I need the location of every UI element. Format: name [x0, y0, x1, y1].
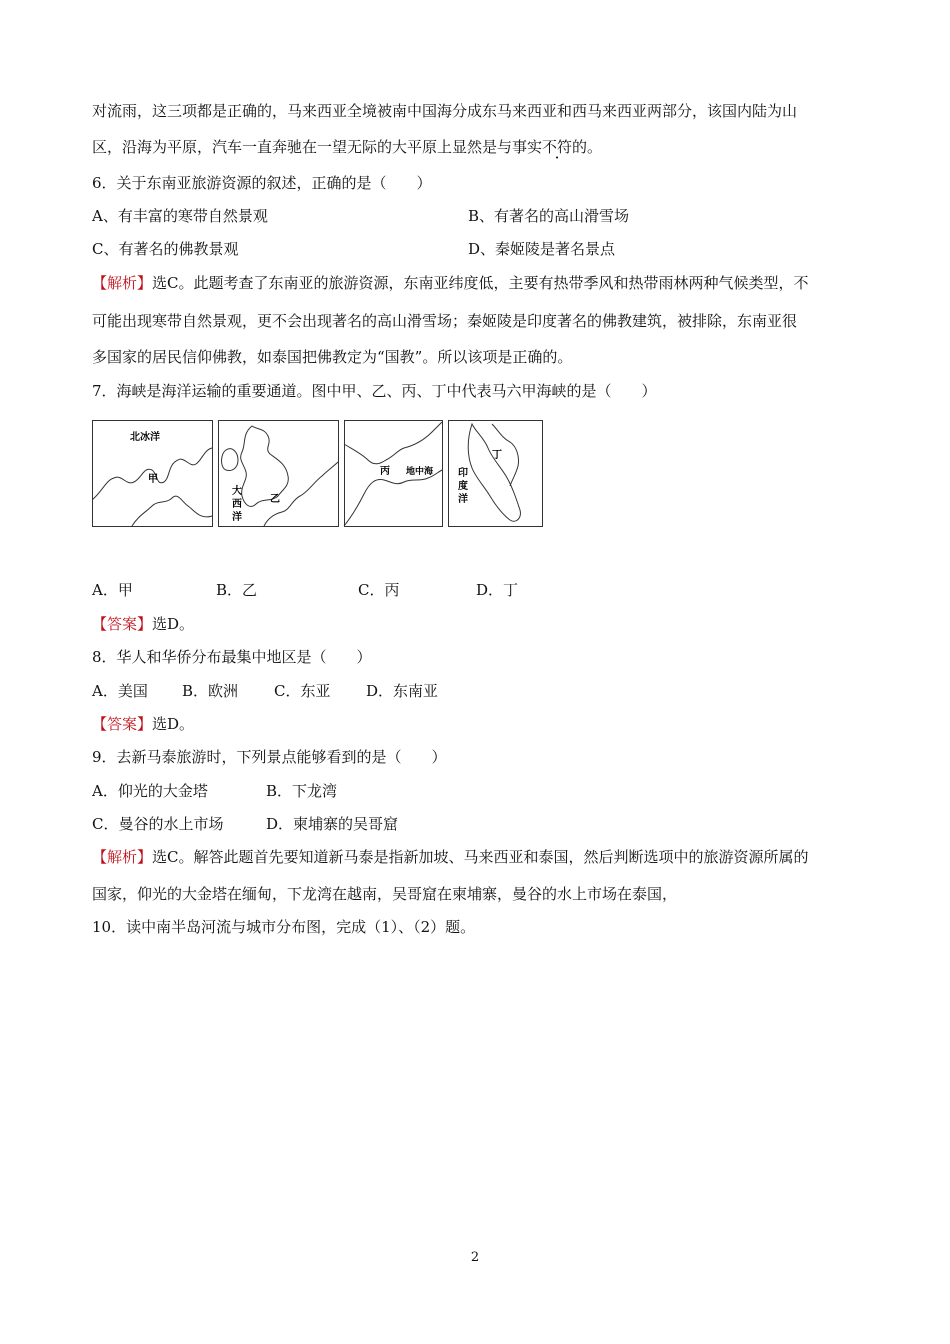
q7-option-d: D．丁 — [476, 581, 519, 599]
analysis-tag: 【解析】 — [92, 274, 153, 292]
q8-option-d: D．东南亚 — [366, 682, 439, 700]
q8-answer — [92, 714, 194, 734]
map2-sea-label-2: 西 — [232, 499, 242, 510]
q9-option-d: D．柬埔寨的吴哥窟 — [266, 815, 399, 833]
map3-sea-label: 地中海 — [406, 467, 434, 477]
map2-sea-label-1: 大 — [232, 486, 242, 497]
q6-explanation-3: 多国家的居民信仰佛教，如泰国把佛教定为“国教”。所以该项是正确的。 — [92, 348, 573, 366]
q9-option-b: B．下龙湾 — [266, 782, 338, 800]
page-number: 2 — [470, 1250, 480, 1265]
q6-explanation-2: 可能出现寒带自然景观，更不会出现著名的高山滑雪场；秦姬陵是印度著名的佛教建筑，被排除，东南亚很 — [92, 312, 798, 330]
analysis-tag: 【解析】 — [92, 848, 153, 866]
q7-option-c: C．丙 — [358, 581, 400, 599]
q6-explanation-1 — [92, 273, 809, 293]
intro-line-2-end: 的。 — [572, 138, 603, 156]
map-ding — [449, 421, 543, 527]
map4-sea-label-1: 印 — [458, 468, 468, 479]
q10-stem: 10．读中南半岛河流与城市分布图，完成（1）、（2）题。 — [92, 918, 476, 936]
answer-tag: 【答案】 — [92, 715, 153, 733]
q6-option-a: A、有丰富的寒带自然景观 — [92, 207, 268, 225]
q8-answer-text: 选D。 — [152, 715, 195, 733]
intro-line-2-text: 区，沿海为平原，汽车一直奔驰在一望无际的大平原上显然是与事实 — [92, 138, 543, 156]
q8-option-a: A．美国 — [92, 682, 148, 700]
emphasized-text: 不符 — [542, 138, 573, 156]
q6-explanation-text: 选C。此题考查了东南亚的旅游资源，东南亚纬度低，主要有热带季风和热带雨林两种气候类型，不 — [152, 274, 809, 292]
map2-sea-label-3: 洋 — [232, 512, 242, 523]
q9-option-a: A．仰光的大金塔 — [92, 782, 208, 800]
q8-option-b: B．欧洲 — [182, 682, 239, 700]
map3-mark-label: 丙 — [380, 466, 390, 477]
answer-tag: 【答案】 — [92, 615, 153, 633]
q9-explanation-text: 选C。解答此题首先要知道新马泰是指新加坡、马来西亚和泰国，然后判断选项中的旅游资源所属的 — [152, 848, 809, 866]
q7-option-b: B．乙 — [216, 581, 258, 599]
q9-option-c: C．曼谷的水上市场 — [92, 815, 224, 833]
q8-option-c: C．东亚 — [274, 682, 331, 700]
q7-option-a: A．甲 — [92, 581, 133, 599]
q6-stem: 6．关于东南亚旅游资源的叙述，正确的是（ ） — [92, 174, 432, 192]
map4-sea-label-3: 洋 — [458, 494, 468, 505]
q7-answer-text: 选D。 — [152, 615, 195, 633]
q7-answer — [92, 614, 194, 634]
q6-option-d: D、秦姬陵是著名景点 — [468, 240, 616, 258]
map-yi — [219, 421, 339, 527]
strait-maps-figure — [92, 420, 544, 528]
q9-stem: 9．去新马泰旅游时，下列景点能够看到的是（ ） — [92, 748, 447, 766]
strait-maps — [92, 420, 544, 528]
q8-stem: 8．华人和华侨分布最集中地区是（ ） — [92, 648, 372, 666]
map1-mark-label: 甲 — [148, 474, 158, 485]
map1-sea-label: 北冰洋 — [130, 432, 160, 443]
map4-mark-label: 丁 — [492, 450, 502, 461]
intro-line-1: 对流雨，这三项都是正确的，马来西亚全境被南中国海分成东马来西亚和西马来西亚两部分，该国内陆为山 — [92, 102, 798, 120]
map2-mark-label: 乙 — [270, 494, 280, 505]
emphasis-dots — [542, 138, 572, 156]
map4-sea-label-2: 度 — [458, 481, 468, 492]
q6-option-b: B、有著名的高山滑雪场 — [468, 207, 630, 225]
q9-explanation-2: 国家，仰光的大金塔在缅甸，下龙湾在越南，吴哥窟在柬埔寨，曼谷的水上市场在泰国， — [92, 885, 678, 903]
map-jia — [92, 421, 213, 527]
q7-stem: 7．海峡是海洋运输的重要通道。图中甲、乙、丙、丁中代表马六甲海峡的是（ ） — [92, 382, 657, 400]
map-bing — [344, 421, 443, 527]
intro-line-2 — [92, 137, 602, 157]
q9-explanation-1 — [92, 847, 809, 867]
q6-option-c: C、有著名的佛教景观 — [92, 240, 239, 258]
